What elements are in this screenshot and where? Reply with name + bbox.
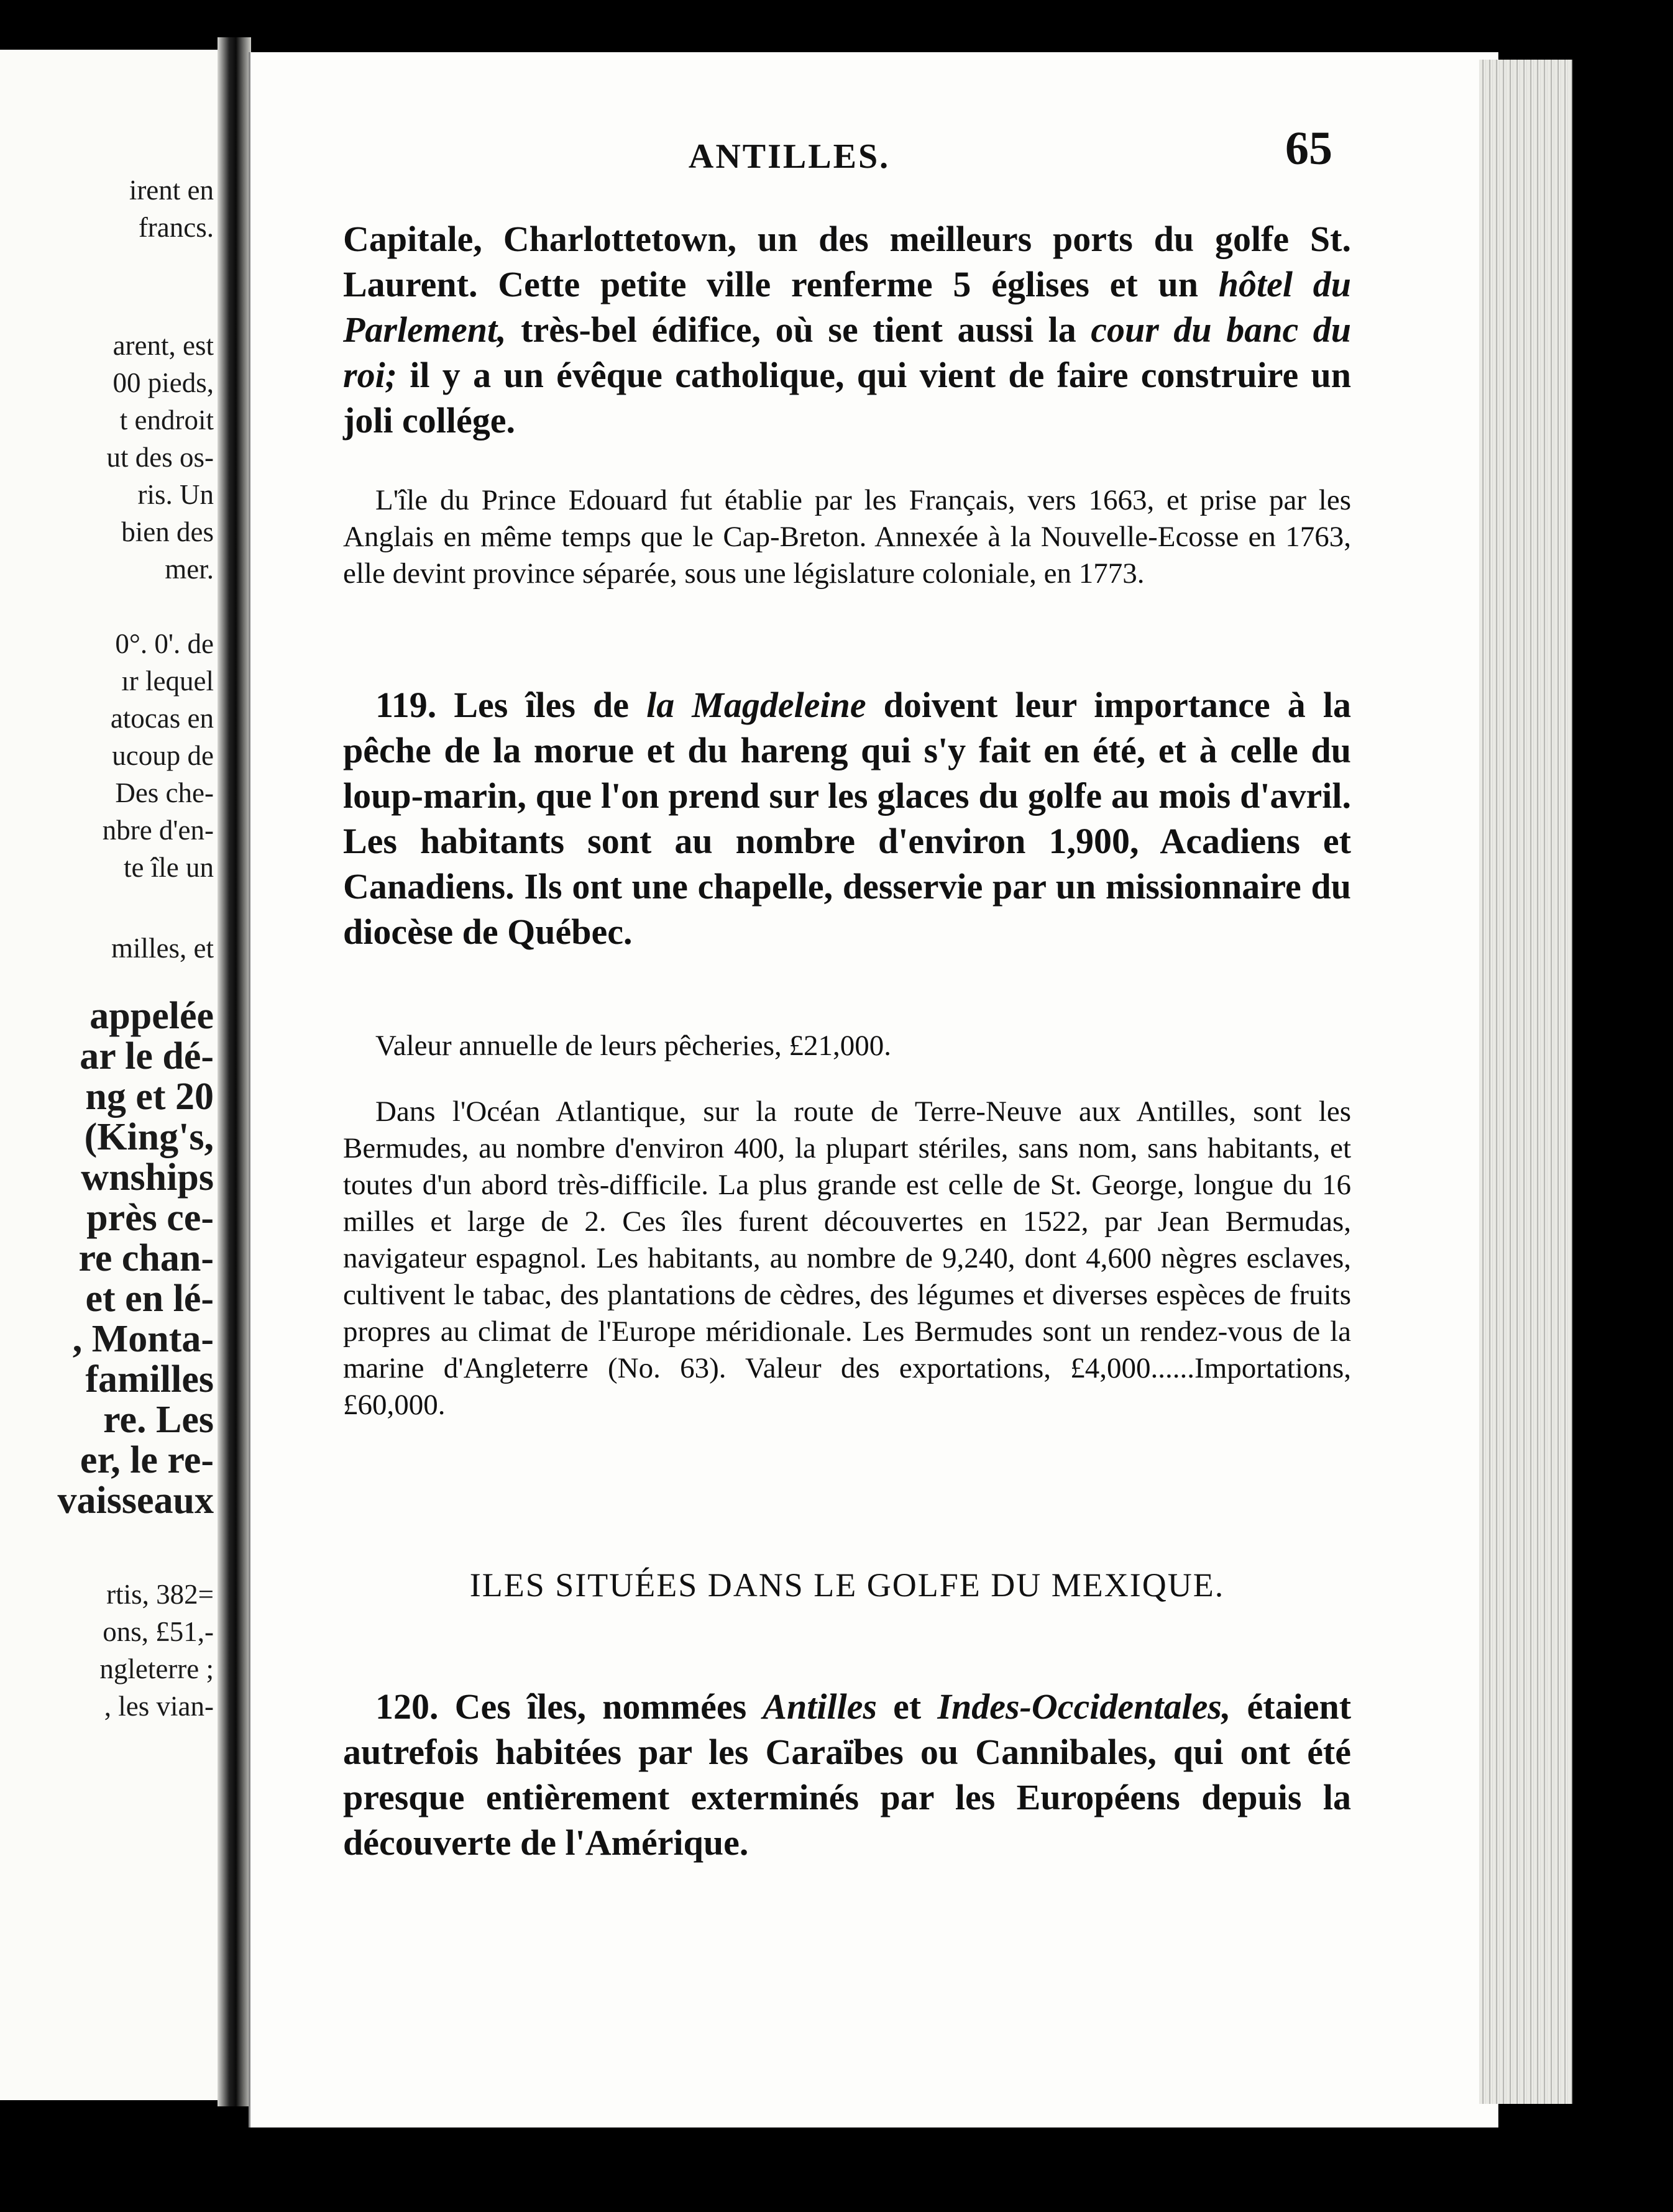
italic-text: Antilles (763, 1686, 878, 1727)
italic-text: hôtel du Parlement, (343, 264, 1351, 350)
left-page-line: te île un (124, 852, 214, 883)
paragraph-text: et (893, 1686, 922, 1727)
left-page-line: atocas en (110, 703, 214, 734)
left-page-line: arent, est (112, 330, 214, 361)
section-heading: ILES SITUÉES DANS LE GOLFE DU MEXIQUE. (469, 1566, 1225, 1604)
left-page-line: bien des (121, 516, 214, 547)
paragraph-text: il y a un évêque catholique, qui vient de faire construire un joli collége. (343, 355, 1351, 441)
left-page-line: ons, £51,- (103, 1616, 214, 1647)
book-gutter (218, 37, 251, 2106)
paragraph-text: Les îles de (454, 685, 630, 725)
italic-text: la Magdeleine (646, 685, 866, 725)
running-title: ANTILLES. (688, 137, 891, 176)
left-page-line: milles, et (111, 933, 214, 964)
left-page-line: vaisseaux (57, 1479, 214, 1522)
paragraph-pecheries-value: Valeur annuelle de leurs pêcheries, £21,000. (375, 1030, 892, 1062)
page-edges (1479, 60, 1575, 2104)
left-page-line: er, le re- (80, 1439, 214, 1481)
paragraph-text: très-bel édifice, où se tient aussi la (521, 309, 1076, 350)
left-page-line: ucoup de (112, 740, 214, 771)
italic-text: Indes-Occidentales, (937, 1686, 1231, 1727)
left-page-line: ng et 20 (85, 1076, 214, 1118)
left-page-line: appelée (89, 995, 214, 1037)
paragraph-prince-edouard-note: L'île du Prince Edouard fut établie par les Français, vers 1663, et prise par les Anglais en même temps que le Cap-Breton. Annexée à la Nouvelle-Ecosse en 1763, elle devint province séparée, sous une législature coloniale, en 1773. (343, 484, 1351, 590)
paragraph-text: Ces îles, nommées (454, 1686, 747, 1727)
left-page-line: familles (85, 1358, 214, 1401)
left-page-line: rtis, 382= (106, 1579, 214, 1610)
left-page-line: mer. (165, 554, 214, 585)
paragraph-number: 119. (375, 685, 437, 725)
left-page-line: ut des os- (106, 442, 214, 473)
left-page-line: re. Les (103, 1399, 214, 1441)
left-page-line: (King's, (84, 1116, 214, 1158)
paragraph-120-antilles (343, 1684, 1351, 1865)
left-page-line: ar le dé- (80, 1035, 214, 1077)
paragraph-text: Capitale, Charlottetown, un des meilleurs ports du golfe St. Laurent. Cette petite ville renferme 5 églises et un (343, 219, 1351, 304)
left-page-line: près ce- (86, 1197, 214, 1239)
left-page-line: et en lé- (85, 1277, 214, 1320)
left-page-line: wnships (81, 1156, 214, 1199)
paragraph-number: 120. (375, 1686, 439, 1727)
left-page-line: 00 pieds, (112, 367, 214, 398)
left-page-line: irent en (129, 175, 214, 206)
italic-text: cour du banc du roi; (343, 309, 1352, 395)
page-number: 65 (1285, 122, 1332, 175)
left-page-line: t endroit (119, 404, 214, 436)
left-page-line: Des che- (115, 777, 214, 808)
paragraph-charlottetown (343, 216, 1351, 443)
left-page-line: francs. (138, 212, 214, 243)
paragraph-text: doivent leur importance à la pêche de la morue et du hareng qui s'y fait en été, et à celle du loup-marin, que l'on prend sur les glaces du golfe au mois d'avril. Les habitants sont au nombre d'environ 1,900, Acadiens et Canadiens. Ils ont une chapelle, desservie par un missionnaire du diocèse de Québec. (343, 685, 1351, 952)
left-page-line: 0°. 0'. de (115, 628, 214, 659)
left-page-line: ngleterre ; (99, 1653, 214, 1684)
left-page-line: ır lequel (121, 665, 214, 697)
left-facing-page (0, 50, 231, 2100)
left-page-line: , les vian- (104, 1691, 214, 1722)
left-page-line: ris. Un (137, 479, 214, 510)
paragraph-119-magdeleine (343, 682, 1351, 954)
paragraph-bermudes: Dans l'Océan Atlantique, sur la route de Terre-Neuve aux Antilles, sont les Bermudes, au nombre d'environ 400, la plupart stériles, sans nom, sans habitants, et toutes d'un abord très-difficile. La plus grande est celle de St. George, longue du 16 milles et large de 2. Ces îles furent découvertes en 1522, par Jean Bermudas, navigateur espagnol. Les habitants, au nombre de 9,240, dont 4,600 nègres esclaves, cultivent le tabac, des plantations de cèdres, des légumes et diverses espèces de fruits propres au climat de l'Europe méridionale. Les Bermudes sont un rendez-vous de la marine d'Angleterre (No. 63). Valeur des exportations, £4,000......Importations, £60,000. (343, 1095, 1351, 1421)
scan-background (1572, 50, 1673, 2212)
left-page-line: nbre d'en- (102, 815, 214, 846)
paragraph-text: étaient autrefois habitées par les Caraïbes ou Cannibales, qui ont été presque entièrement exterminés par les Européens depuis la découverte de l'Amérique. (343, 1686, 1352, 1863)
left-page-line: , Monta- (72, 1318, 214, 1360)
left-page-line: re chan- (78, 1237, 214, 1279)
